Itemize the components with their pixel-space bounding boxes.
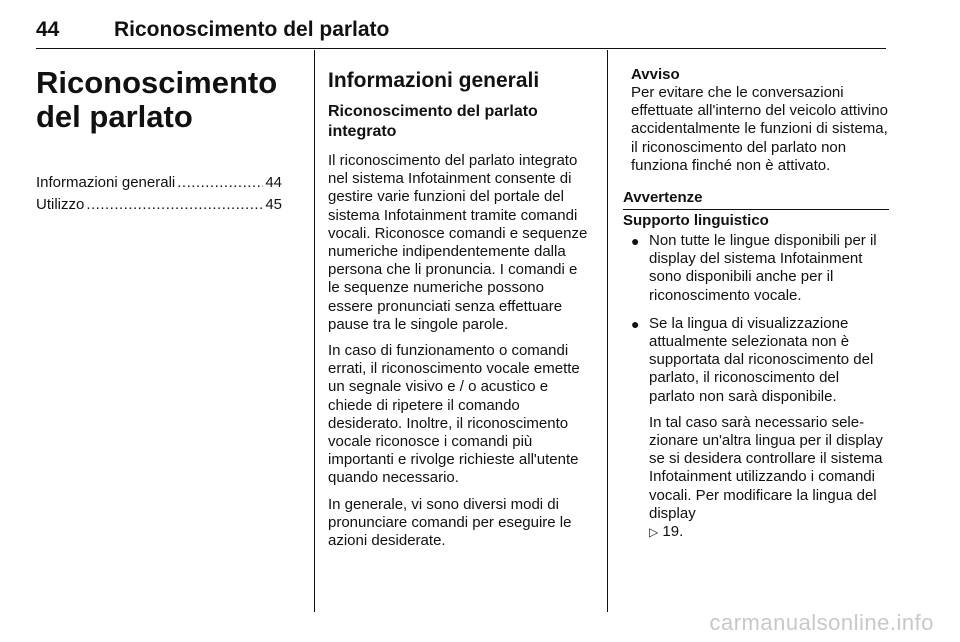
section-heading: Informazioni generali bbox=[328, 69, 540, 92]
warning-title: Avvertenze bbox=[623, 189, 703, 207]
list-item-continuation: In tal caso sarà necessario selezionare un'altra lingua per il display se si desidera controllare il sistema Infotainment utilizzando i comandi vocali. Per modificare la lingua del display ▷ 19. bbox=[649, 413, 883, 541]
list-item-text: Se la lingua di visualizzazione attualmente selezionata non è supportata dal riconoscimento del parlato, il riconoscimento del parlato non sarà disponibile. bbox=[649, 314, 874, 405]
toc-entry[interactable] bbox=[36, 194, 282, 216]
note-title: Avviso bbox=[631, 66, 680, 83]
section-subheading: Riconoscimento del parlato integrato bbox=[328, 103, 538, 140]
table-of-contents bbox=[36, 172, 282, 216]
list-item-text: Non tutte le lingue disponibili per il display del sistema Infotainment sono disponibili anche per il riconoscimento vocale. bbox=[649, 232, 877, 304]
column-divider bbox=[607, 50, 608, 612]
left-column bbox=[36, 50, 282, 216]
column-divider bbox=[314, 50, 315, 612]
toc-entry-label: Utilizzo bbox=[36, 196, 85, 213]
list-item bbox=[623, 315, 889, 541]
toc-entry[interactable] bbox=[36, 172, 282, 194]
note-box bbox=[623, 66, 889, 175]
watermark: carmanualsonline.info bbox=[709, 610, 934, 635]
page-header bbox=[36, 0, 886, 49]
middle-column bbox=[328, 50, 592, 550]
page-number: 44 bbox=[36, 18, 60, 41]
body-paragraph: Il riconoscimento del parlato integrato nel sistema Infotainment consente di gestire varie funzioni del portale del sistema Infotainment tramite comandi vocali. Riconosce comandi e sequenze numeriche indipendentemente dalla persona che li pronuncia. I comandi e le sequenze numeriche possono essere pronunciati senza effettuare pause tra le singole parole. bbox=[328, 152, 588, 333]
bullet-icon: ● bbox=[631, 315, 640, 332]
toc-entry-page: 44 bbox=[265, 174, 282, 191]
body-paragraph: In caso di funzionamento o comandi errati, il riconoscimento vocale emette un segnale visivo e / o acustico e chiede di ripetere il comando desiderato. Inoltre, il riconoscimento vocale riconosce i comandi più importanti e rivolge richieste all'utente quando necessario. bbox=[328, 342, 580, 487]
toc-leader-dots bbox=[177, 172, 263, 194]
chapter-title: Riconoscimento del parlato bbox=[36, 65, 278, 134]
note-text: Per evitare che le conversazioni effettuate all'interno del veicolo attivino accidentalmente le funzioni di sistema, il riconoscimento del parlato non funziona finché non è attivato. bbox=[631, 84, 888, 174]
header-title: Riconoscimento del parlato bbox=[114, 18, 390, 41]
section-rule bbox=[623, 209, 889, 210]
toc-entry-page: 45 bbox=[265, 196, 282, 213]
toc-leader-dots bbox=[86, 194, 263, 216]
body-paragraph: In generale, vi sono diversi modi di pronunciare comandi per eseguire le azioni desiderate. bbox=[328, 495, 572, 550]
bullet-list bbox=[623, 232, 889, 541]
cross-reference-page[interactable]: 19. bbox=[662, 523, 684, 541]
subsection-title: Supporto linguistico bbox=[623, 212, 769, 230]
bullet-icon: ● bbox=[631, 233, 640, 250]
toc-entry-label: Informazioni generali bbox=[36, 174, 176, 191]
cross-reference-arrow-icon: ▷ bbox=[649, 525, 659, 540]
list-item bbox=[623, 232, 889, 305]
right-column bbox=[623, 50, 889, 541]
